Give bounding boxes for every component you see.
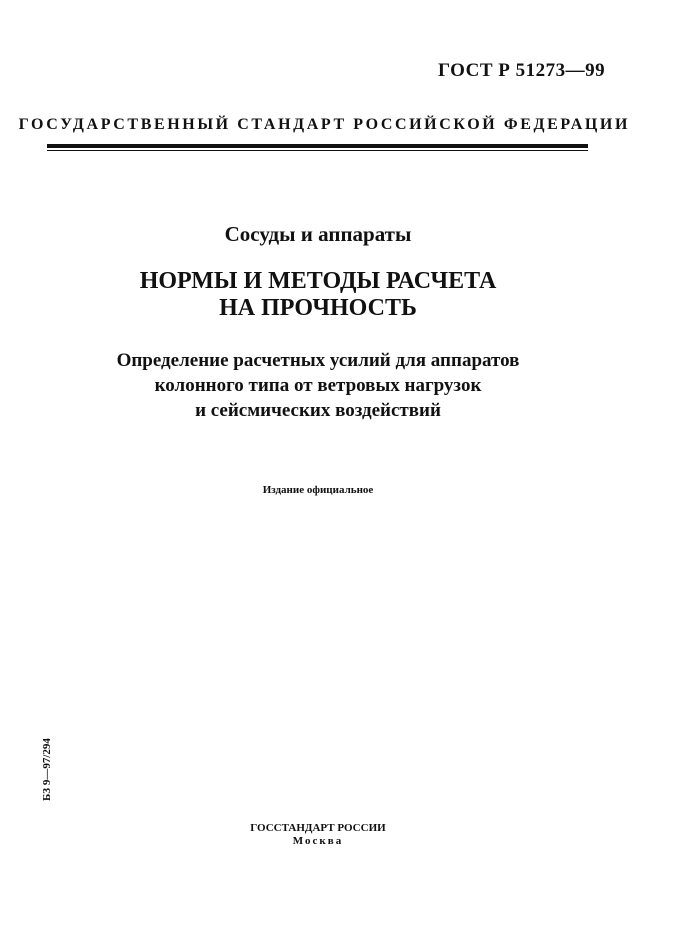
- title-line: НА ПРОЧНОСТЬ: [219, 295, 417, 321]
- document-subject: Сосуды и аппараты: [224, 222, 412, 246]
- document-subtitle: [0, 348, 636, 423]
- title-line: НОРМЫ И МЕТОДЫ РАСЧЕТА: [139, 268, 497, 294]
- document-title: [0, 268, 636, 322]
- header-rule-thick: [47, 144, 588, 148]
- publisher-city: Москва: [292, 835, 344, 847]
- publisher-block: [0, 822, 636, 848]
- standard-code: ГОСТ Р 51273—99: [438, 60, 606, 81]
- subtitle-line: колонного типа от ветровых нагрузок: [154, 375, 482, 396]
- standard-type-heading: ГОСУДАРСТВЕННЫЙ СТАНДАРТ РОССИЙСКОЙ ФЕДЕРАЦИИ: [18, 116, 630, 133]
- edition-label: Издание официальное: [262, 484, 374, 496]
- publisher-name: ГОССТАНДАРТ РОССИИ: [250, 822, 386, 834]
- subtitle-line: Определение расчетных усилий для аппаратов: [116, 350, 520, 371]
- side-catalog-code: БЗ 9—97/294: [41, 738, 53, 801]
- header-rule-thin: [47, 150, 588, 151]
- subtitle-line: и сейсмических воздействий: [195, 400, 441, 421]
